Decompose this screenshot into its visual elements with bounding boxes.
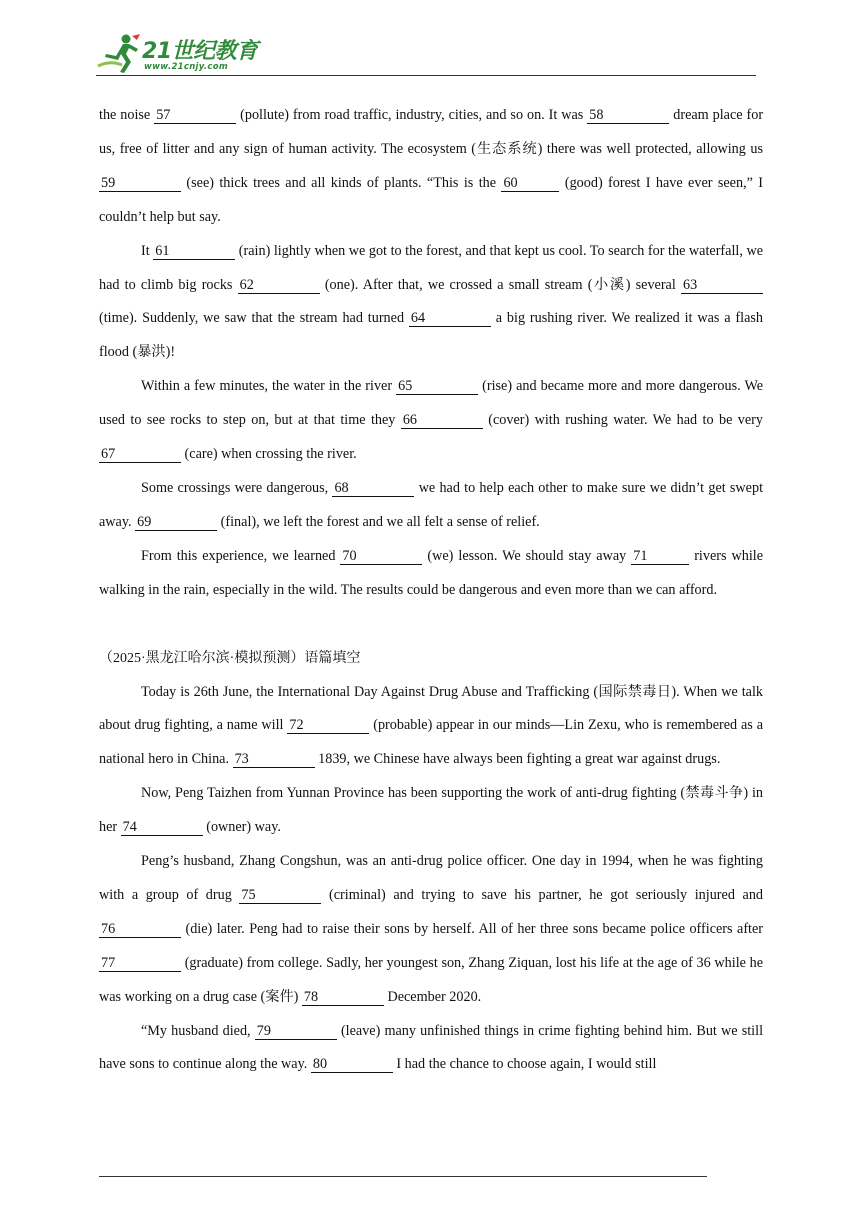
document-body [99,99,763,1082]
blank-69[interactable]: 69 [135,515,217,531]
page-header [96,30,756,78]
question-source: （2025·黑龙江哈尔滨·模拟预测）语篇填空 [99,650,361,666]
blank-75[interactable]: 75 [239,888,321,904]
blank-57[interactable]: 57 [154,108,236,124]
blank-77[interactable]: 77 [99,956,181,972]
blank-72[interactable]: 72 [287,718,369,734]
passage1-paragraph-4: Some crossings were dangerous, 68 we had to help each other to make sure we didn’t get swept away. 69 (final), we left the forest and we all felt a sense of relief. [99,479,764,530]
blank-74[interactable]: 74 [121,820,203,836]
passage1-paragraph-5: From this experience, we learned 70 (we) lesson. We should stay away 71 rivers while walking in the rain, especially in the wild. The results could be dangerous and even more than we can afford. [99,547,764,598]
blank-80[interactable]: 80 [311,1057,393,1073]
blank-76[interactable]: 76 [99,922,181,938]
blank-60[interactable]: 60 [501,176,559,192]
section-spacer [99,608,763,642]
blank-79[interactable]: 79 [255,1024,337,1040]
blank-71[interactable]: 71 [631,549,689,565]
blank-73[interactable]: 73 [233,752,315,768]
header-divider [96,75,756,76]
passage2-paragraph-2: Now, Peng Taizhen from Yunnan Province has been supporting the work of anti-drug fighting (禁毒斗争) in her 74 (owner) way. [99,785,763,836]
logo-title: 21世纪教育 [142,39,258,64]
blank-61[interactable]: 61 [153,244,235,260]
blank-78[interactable]: 78 [302,990,384,1006]
blank-64[interactable]: 64 [409,311,491,327]
blank-65[interactable]: 65 [396,379,478,395]
blank-63[interactable]: 63 [681,278,763,294]
blank-62[interactable]: 62 [238,278,320,294]
footer-divider [99,1176,707,1177]
blank-66[interactable]: 66 [401,413,483,429]
passage1-paragraph-2: It 61 (rain) lightly when we got to the forest, and that kept us cool. To search for the waterfall, we had to climb big rocks 62 (one). After that, we crossed a small stream (小溪) several 63 (time). Suddenly, we saw that the stream had turned 64 a big rushing river. We realized it was a flash flood (暴洪)! [99,242,764,361]
passage2-paragraph-1: Today is 26th June, the International Day Against Drug Abuse and Trafficking (国际禁毒日). When we talk about drug fighting, a name will 72 (probable) appear in our minds—Lin Zexu, who is remembered as a national hero in China. 73 1839, we Chinese have always been fighting a great war against drugs. [99,683,763,768]
blank-59[interactable]: 59 [99,176,181,192]
logo [96,30,266,76]
blank-68[interactable]: 68 [332,481,414,497]
blank-58[interactable]: 58 [587,108,669,124]
passage1-paragraph-1: the noise 57 (pollute) from road traffic, industry, cities, and so on. It was 58 dream place for us, free of litter and any sign of human activity. The ecosystem (生态系统) there was well protected, allowing us 59 (see) thick trees and all kinds of plants. “This is the 60 (good) forest I have ever seen,” I couldn’t help but say. [99,107,764,225]
blank-70[interactable]: 70 [340,549,422,565]
blank-67[interactable]: 67 [99,447,181,463]
runner-logo-icon [96,32,144,74]
logo-url: www.21cnjy.com [144,62,228,72]
passage2-paragraph-3: Peng’s husband, Zhang Congshun, was an anti-drug police officer. One day in 1994, when he was fighting with a group of drug 75 (criminal) and trying to save his partner, he got seriously injured and 76 (die) later. Peng had to raise their sons by herself. All of her three sons became police officers after 77 (graduate) from college. Sadly, her youngest son, Zhang Ziquan, lost his life at the age of 36 while he was working on a drug case (案件) 78 December 2020. [99,853,764,1005]
passage1-paragraph-3: Within a few minutes, the water in the river 65 (rise) and became more and more dangerous. We used to see rocks to step on, but at that time they 66 (cover) with rushing water. We had to be very 67 (care) when crossing the river. [99,378,763,463]
passage2-paragraph-4: “My husband died, 79 (leave) many unfinished things in crime fighting behind him. But we still have sons to continue along the way. 80 I had the chance to choose again, I would still [99,1022,764,1073]
